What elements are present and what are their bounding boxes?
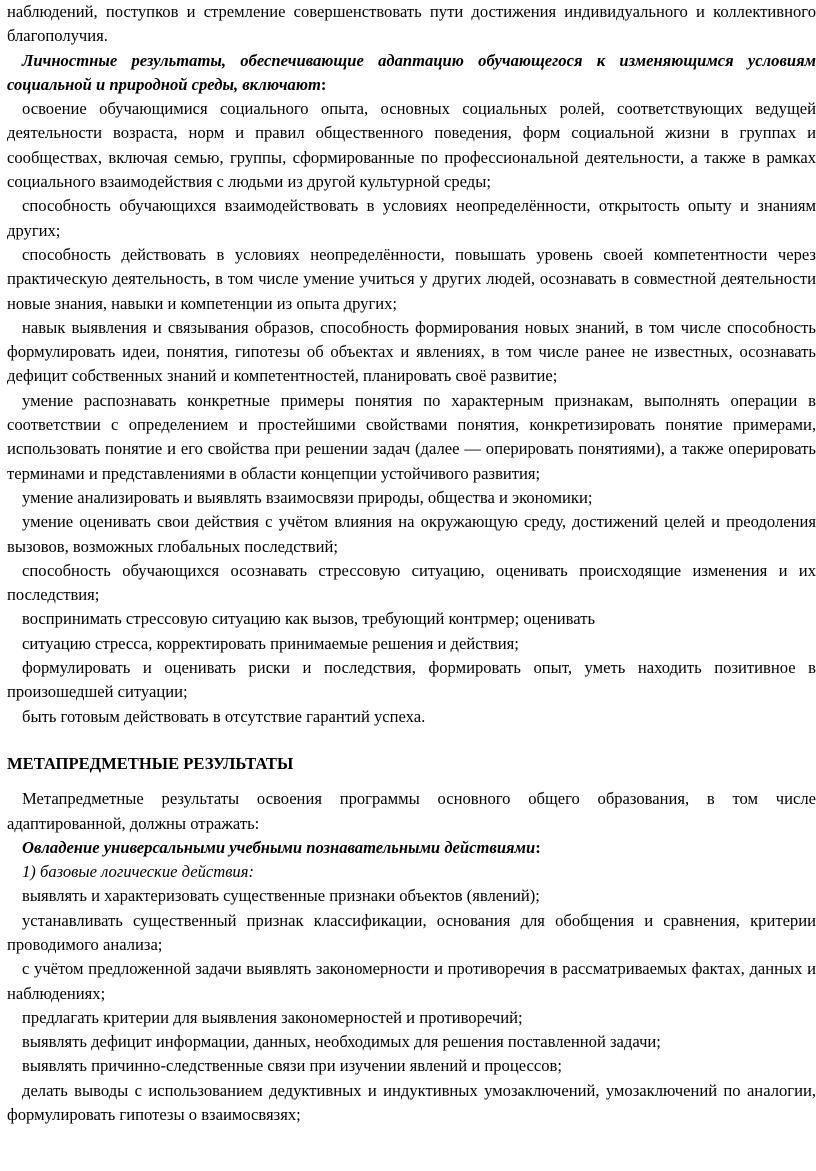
meta-subheading — [7, 836, 816, 860]
list-item: делать выводы с использованием дедуктивных и индуктивных умозаключений, умозаключений по аналогии, формулировать гипотезы о взаимосвязях; — [7, 1080, 816, 1125]
paragraph-continuation: наблюдений, поступков и стремление совершенствовать пути достижения индивидуального и коллективного благополучия. — [7, 2, 816, 46]
list-item: умение оценивать свои действия с учётом влияния на окружающую среду, достижений целей и преодоления вызовов, возможных глобальных последствий; — [7, 512, 816, 556]
subheading-colon: : — [320, 74, 327, 94]
list-item: формулировать и оценивать риски и последствия, формировать опыт, уметь находить позитивное в произошедшей ситуации; — [7, 658, 816, 702]
personal-results-subheading-text: Личностные результаты, обеспечивающие адаптацию обучающегося к изменяющимся условиям социальной и природной среды, включают — [7, 50, 816, 94]
list-item: устанавливать существенный признак классификации, основания для обобщения и сравнения, критерии проводимого анализа; — [7, 910, 816, 954]
subsection-title: 1) базовые логические действия: — [22, 862, 254, 882]
list-item: выявлять дефицит информации, данных, необходимых для решения поставленной задачи; — [22, 1032, 661, 1052]
document-page — [7, 0, 816, 1127]
list-item: выявлять причинно-следственные связи при изучении явлений и процессов; — [22, 1056, 562, 1076]
list-item: освоение обучающимися социального опыта, основных социальных ролей, соответствующих ведущей деятельности возраста, норм и правил общественного поведения, форм социальной жизни в группах и сообществах, включая семью, группы, сформированные по профессиональной деятельности, а также в рамках социального взаимодействия с людьми из другой культурной среды; — [7, 99, 816, 192]
list-item: быть готовым действовать в отсутствие гарантий успеха. — [22, 706, 426, 726]
personal-results-subheading — [7, 49, 816, 98]
meta-intro: Метапредметные результаты освоения программы основного общего образования, в том числе адаптированной, должны отражать: — [7, 789, 816, 833]
list-item: выявлять и характеризовать существенные признаки объектов (явлений); — [22, 886, 540, 906]
subheading-colon: : — [535, 837, 541, 857]
list-item: умение анализировать и выявлять взаимосвязи природы, общества и экономики; — [22, 487, 593, 507]
meta-subheading-text: Овладение универсальными учебными познавательными действиями — [22, 837, 536, 857]
list-item: способность обучающихся взаимодействовать в условиях неопределённости, открытость опыту и знаниям других; — [7, 196, 816, 240]
list-item: с учётом предложенной задачи выявлять закономерности и противоречия в рассматриваемых фактах, данных и наблюдениях; — [7, 959, 816, 1003]
list-item: воспринимать стрессовую ситуацию как вызов, требующий контрмер; оценивать — [22, 609, 596, 629]
list-item: предлагать критерии для выявления закономерностей и противоречий; — [22, 1007, 523, 1027]
list-item: способность действовать в условиях неопределённости, повышать уровень своей компетентности через практическую деятельность, в том числе умение учиться у других людей, осознавать в совместной деятельности новые знания, навыки и компетенции из опыта других; — [7, 244, 816, 313]
list-item: способность обучающихся осознавать стрессовую ситуацию, оценивать происходящие изменения и их последствия; — [7, 560, 816, 605]
list-item: умение распознавать конкретные примеры понятия по характерным признакам, выполнять операции в соответствии с определением и простейшими свойствами понятия, конкретизировать понятие примерами, использовать понятие и его свойства при решении задач (далее — оперировать понятиями), а также оперировать терминами и представлениями в области концепции устойчивого развития; — [7, 390, 816, 483]
section-heading: МЕТАПРЕДМЕТНЫЕ РЕЗУЛЬТАТЫ — [7, 753, 294, 773]
list-item: ситуацию стресса, корректировать принимаемые решения и действия; — [22, 633, 519, 653]
list-item: навык выявления и связывания образов, способность формирования новых знаний, в том числе способность формулировать идеи, понятия, гипотезы об объектах и явлениях, в том числе ранее не известных, осознавать дефицит собственных знаний и компетентностей, планировать своё развитие; — [7, 317, 816, 386]
